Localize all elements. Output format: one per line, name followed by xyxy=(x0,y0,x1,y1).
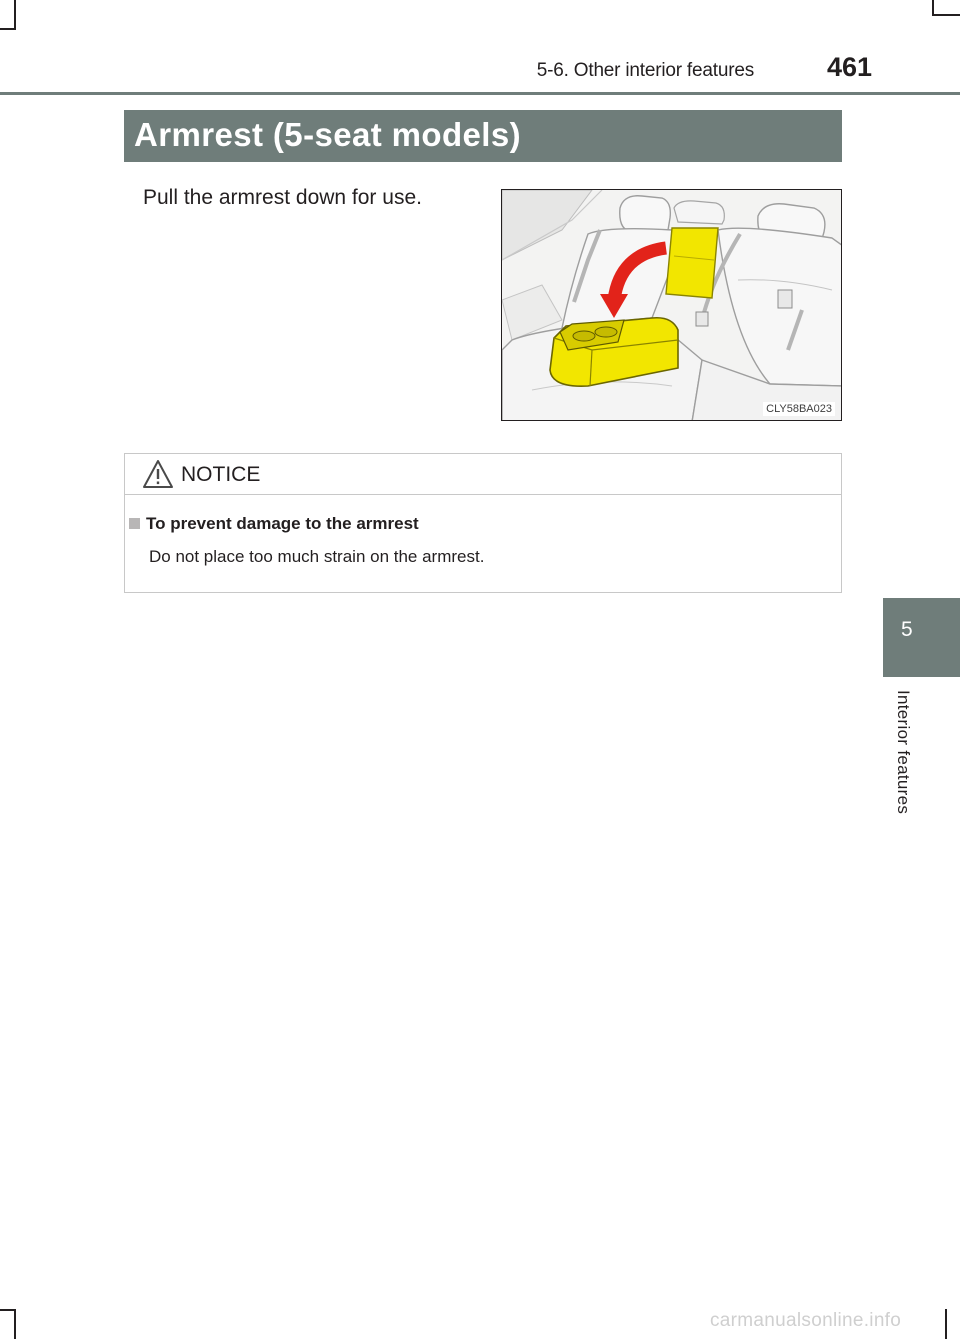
title-bar xyxy=(124,110,842,162)
header-divider xyxy=(0,92,960,95)
crop-mark xyxy=(932,14,960,16)
crop-mark xyxy=(0,1309,14,1311)
crop-mark xyxy=(932,0,934,14)
notice-item-heading-text: To prevent damage to the armrest xyxy=(146,514,419,533)
notice-item-text: Do not place too much strain on the armrest. xyxy=(149,547,485,566)
chapter-label: Interior features xyxy=(894,690,913,815)
notice-label: NOTICE xyxy=(181,463,261,486)
body-text: Pull the armrest down for use. xyxy=(143,186,422,209)
page-title: Armrest (5-seat models) xyxy=(134,116,521,153)
section-header: 5-6. Other interior features xyxy=(536,60,754,81)
chapter-number: 5 xyxy=(901,618,913,641)
notice-box xyxy=(124,453,842,593)
chapter-tab xyxy=(883,598,960,677)
crop-mark xyxy=(0,28,14,30)
crop-mark xyxy=(945,1309,947,1339)
page-number: 461 xyxy=(826,52,872,82)
illustration-code: CLY58BA023 xyxy=(763,402,835,416)
square-bullet-icon xyxy=(129,518,140,529)
warning-triangle-icon xyxy=(142,459,174,489)
crop-mark xyxy=(14,1309,16,1339)
crop-mark xyxy=(14,0,16,30)
notice-item-heading xyxy=(129,514,419,534)
notice-header xyxy=(125,454,841,495)
rear-seat-drawing xyxy=(502,190,842,421)
watermark: carmanualsonline.info xyxy=(710,1310,902,1331)
armrest-illustration xyxy=(501,189,842,421)
